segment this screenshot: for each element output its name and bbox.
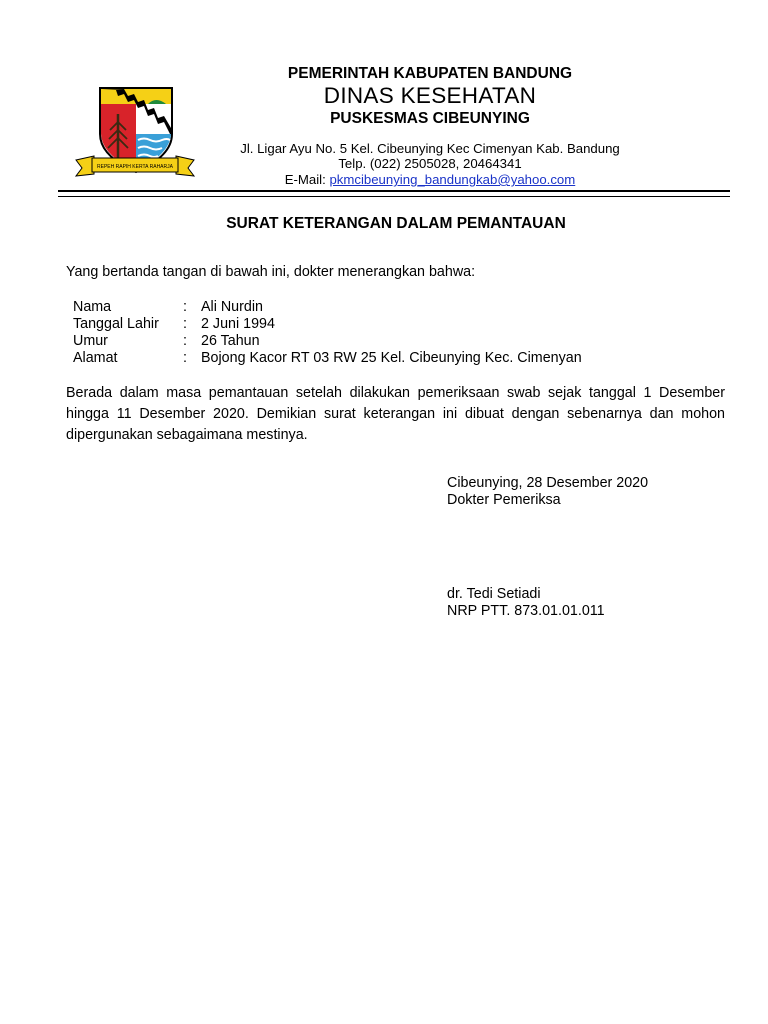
detail-value: Bojong Kacor RT 03 RW 25 Kel. Cibeunying Kec. Cimenyan [201, 350, 582, 366]
email-label: E-Mail: [284, 172, 330, 187]
facility-email-line [200, 172, 660, 187]
detail-label: Tanggal Lahir [73, 316, 159, 332]
facility-heading: PUSKESMAS CIBEUNYING [330, 110, 530, 127]
statement-paragraph: Berada dalam masa pemantauan setelah dilakukan pemeriksaan swab sejak tanggal 1 Desember hingga 11 Desember 2020. Demikian surat keterangan ini dibuat dengan sebenarnya dan mohon dipergunakan sebagaimana mestinya. [66, 385, 725, 443]
detail-colon: : [183, 333, 187, 349]
detail-label: Umur [73, 333, 108, 349]
document-title: SURAT KETERANGAN DALAM PEMANTAUAN [226, 215, 566, 232]
header-divider-thin [58, 196, 730, 197]
detail-label: Alamat [73, 350, 118, 366]
signatory-nrp: NRP PTT. 873.01.01.011 [447, 603, 605, 619]
detail-label: Nama [73, 299, 112, 315]
email-link[interactable]: pkmcibeunying_bandungkab@yahoo.com [329, 172, 576, 187]
bandung-regency-emblem-icon [72, 82, 198, 180]
intro-text: Yang bertanda tangan di bawah ini, dokter menerangkan bahwa: [66, 264, 476, 280]
signature-role: Dokter Pemeriksa [447, 492, 561, 508]
government-heading: PEMERINTAH KABUPATEN BANDUNG [287, 65, 573, 82]
detail-value: Ali Nurdin [201, 299, 263, 315]
header-divider-thick [58, 190, 730, 192]
detail-value: 2 Juni 1994 [201, 316, 275, 332]
signature-place-date: Cibeunying, 28 Desember 2020 [447, 475, 649, 491]
facility-phone: Telp. (022) 2505028, 20464341 [338, 156, 522, 171]
detail-colon: : [183, 316, 187, 332]
department-heading: DINAS KESEHATAN [323, 83, 537, 108]
detail-colon: : [183, 299, 187, 315]
emblem-motto: REPEH RAPIH KERTA RAHARJA [97, 164, 173, 170]
detail-value: 26 Tahun [201, 333, 260, 349]
detail-colon: : [183, 350, 187, 366]
facility-address: Jl. Ligar Ayu No. 5 Kel. Cibeunying Kec Cimenyan Kab. Bandung [240, 141, 620, 156]
signatory-name: dr. Tedi Setiadi [447, 586, 541, 602]
